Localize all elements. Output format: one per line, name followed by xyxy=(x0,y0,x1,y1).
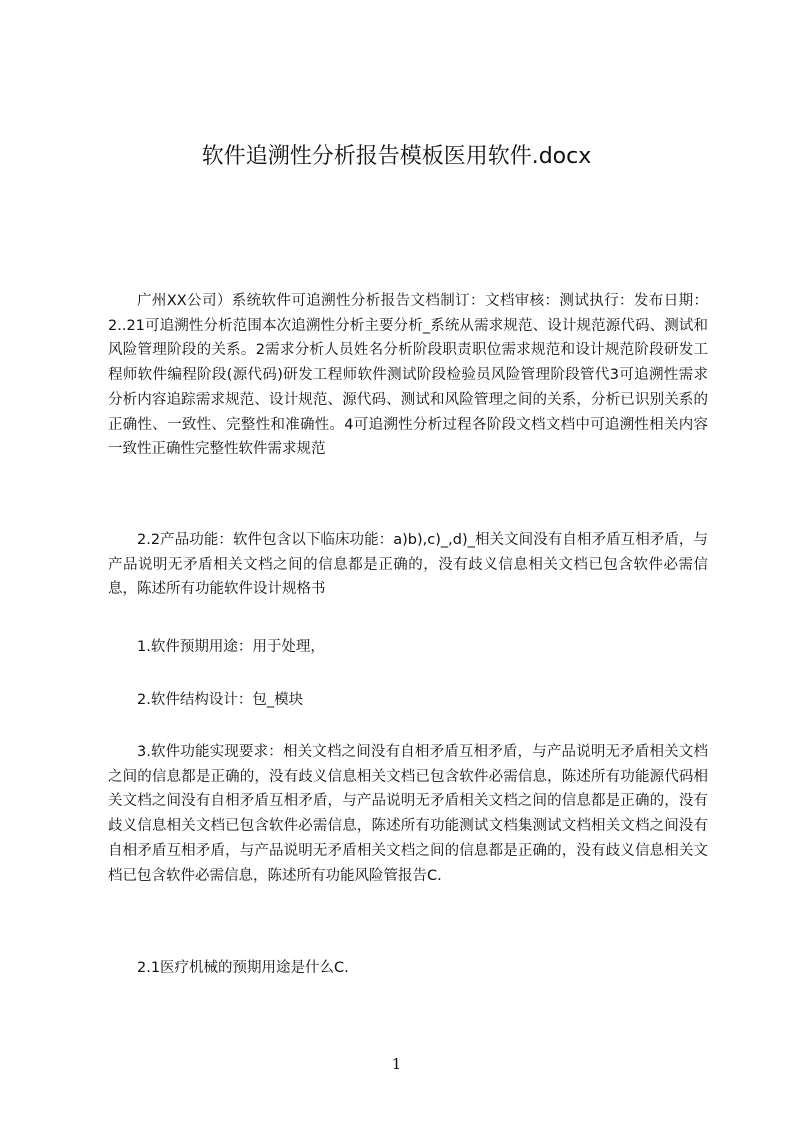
page-number: 1 xyxy=(391,1055,402,1073)
paragraph-device-intended-use: 2.1医疗机械的预期用途是什么C. xyxy=(137,960,349,976)
paragraph-product-functions: 2.2产品功能：软件包含以下临床功能：a)b),c)_,d)_相关文间没有自相矛盾互相矛盾，与产品说明无矛盾相关文档之间的信息都是正确的，没有歧义信息相关文档已包含软件必需信息，陈述所有功能软件设计规格书 xyxy=(108,532,708,598)
document-title: 软件追溯性分析报告模板医用软件.docx xyxy=(201,144,592,169)
paragraph-structure-design: 2.软件结构设计：包_模块 xyxy=(137,692,304,708)
paragraph-traceability-overview: 广州XX公司）系统软件可追溯性分析报告文档制订：文档审核：测试执行：发布日期：2..21可追溯性分析范围本次追溯性分析主要分析_系统从需求规范、设计规范源代码、测试和风险管理阶段的关系。2需求分析人员姓名分析阶段职责职位需求规范和设计规范阶段研发工程师软件编程阶段(源代码)研发工程师软件测试阶段检验员风险管理阶段管代3可追溯性需求分析内容追踪需求规范、设计规范、源代码、测试和风险管理之间的关系，分析已识别关系的正确性、一致性、完整性和准确性。4可追溯性分析过程各阶段文档文档中可追溯性相关内容一致性正确性完整性软件需求规范 xyxy=(108,293,708,458)
paragraph-intended-use: 1.软件预期用途：用于处理， xyxy=(137,639,325,655)
paragraph-function-requirements: 3.软件功能实现要求：相关文档之间没有自相矛盾互相矛盾，与产品说明无矛盾相关文档之间的信息都是正确的，没有歧义信息相关文档已包含软件必需信息，陈述所有功能源代码相关文档之间没有自相矛盾互相矛盾，与产品说明无矛盾相关文档之间的信息都是正确的，没有歧义信息相关文档已包含软件必需信息，陈述所有功能测试文档集测试文档相关文档之间没有自相矛盾互相矛盾，与产品说明无矛盾相关文档之间的信息都是正确的，没有歧义信息相关文档已包含软件必需信息，陈述所有功能风险管报告C. xyxy=(108,744,708,884)
